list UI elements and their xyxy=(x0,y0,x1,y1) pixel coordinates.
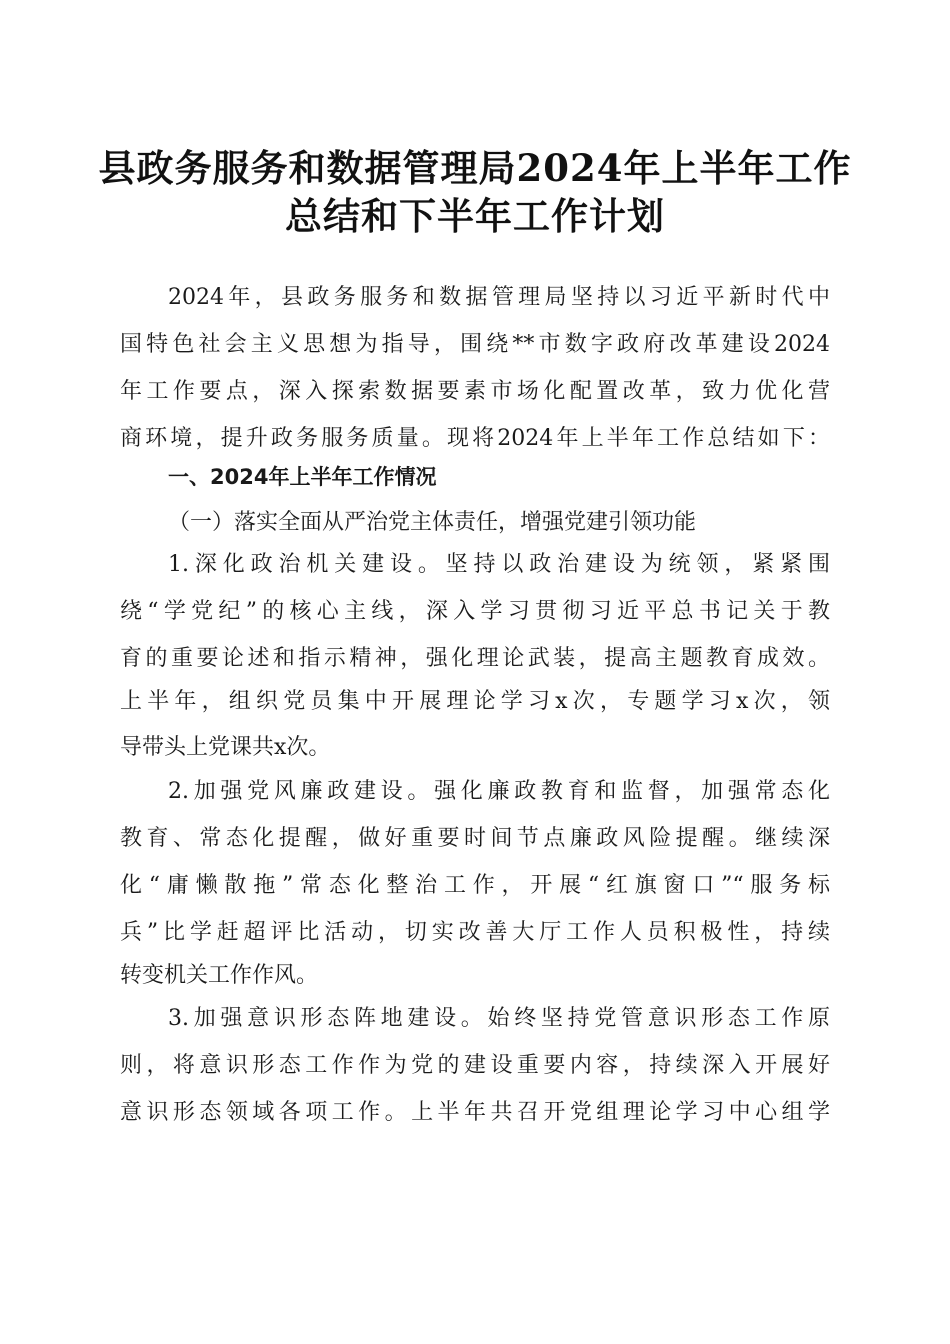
body-line: 国特色社会主义思想为指导，围绕**市数字政府改革建设2024 xyxy=(120,332,830,357)
section-heading: 一、2024年上半年工作情况 xyxy=(168,465,437,489)
body-line: 2024年，县政务服务和数据管理局坚持以习近平新时代中 xyxy=(168,285,830,310)
body-line: 教育、常态化提醒，做好重要时间节点廉政风险提醒。继续深 xyxy=(120,826,830,851)
body-line: 3.加强意识形态阵地建设。始终坚持党管意识形态工作原 xyxy=(168,1006,830,1031)
body-line: 育的重要论述和指示精神，强化理论武装，提高主题教育成效。 xyxy=(120,646,830,671)
body-line: 年工作要点，深入探索数据要素市场化配置改革，致力优化营 xyxy=(120,379,830,404)
body-line: 上半年，组织党员集中开展理论学习x次，专题学习x次，领 xyxy=(120,689,830,714)
body-line: 1.深化政治机关建设。坚持以政治建设为统领，紧紧围 xyxy=(168,552,830,577)
body-line: 转变机关工作作风。 xyxy=(120,963,319,988)
body-line: 化“庸懒散拖”常态化整治工作，开展“红旗窗口”“服务标 xyxy=(120,873,830,898)
subsection-heading: （一）落实全面从严治党主体责任，增强党建引领功能 xyxy=(168,510,697,535)
body-line: 绕“学党纪”的核心主线，深入学习贯彻习近平总书记关于教 xyxy=(120,599,830,624)
document-title-line-1: 县政务服务和数据管理局2024年上半年工作 xyxy=(98,146,852,190)
body-line: 则，将意识形态工作作为党的建设重要内容，持续深入开展好 xyxy=(120,1053,830,1078)
body-line: 兵”比学赶超评比活动，切实改善大厅工作人员积极性，持续 xyxy=(120,920,830,945)
body-line: 意识形态领域各项工作。上半年共召开党组理论学习中心组学 xyxy=(120,1100,830,1125)
document-title-line-2: 总结和下半年工作计划 xyxy=(285,194,665,238)
body-line: 2.加强党风廉政建设。强化廉政教育和监督，加强常态化 xyxy=(168,779,830,804)
body-line: 导带头上党课共x次。 xyxy=(120,735,331,760)
body-line: 商环境，提升政务服务质量。现将2024年上半年工作总结如下： xyxy=(120,426,830,451)
